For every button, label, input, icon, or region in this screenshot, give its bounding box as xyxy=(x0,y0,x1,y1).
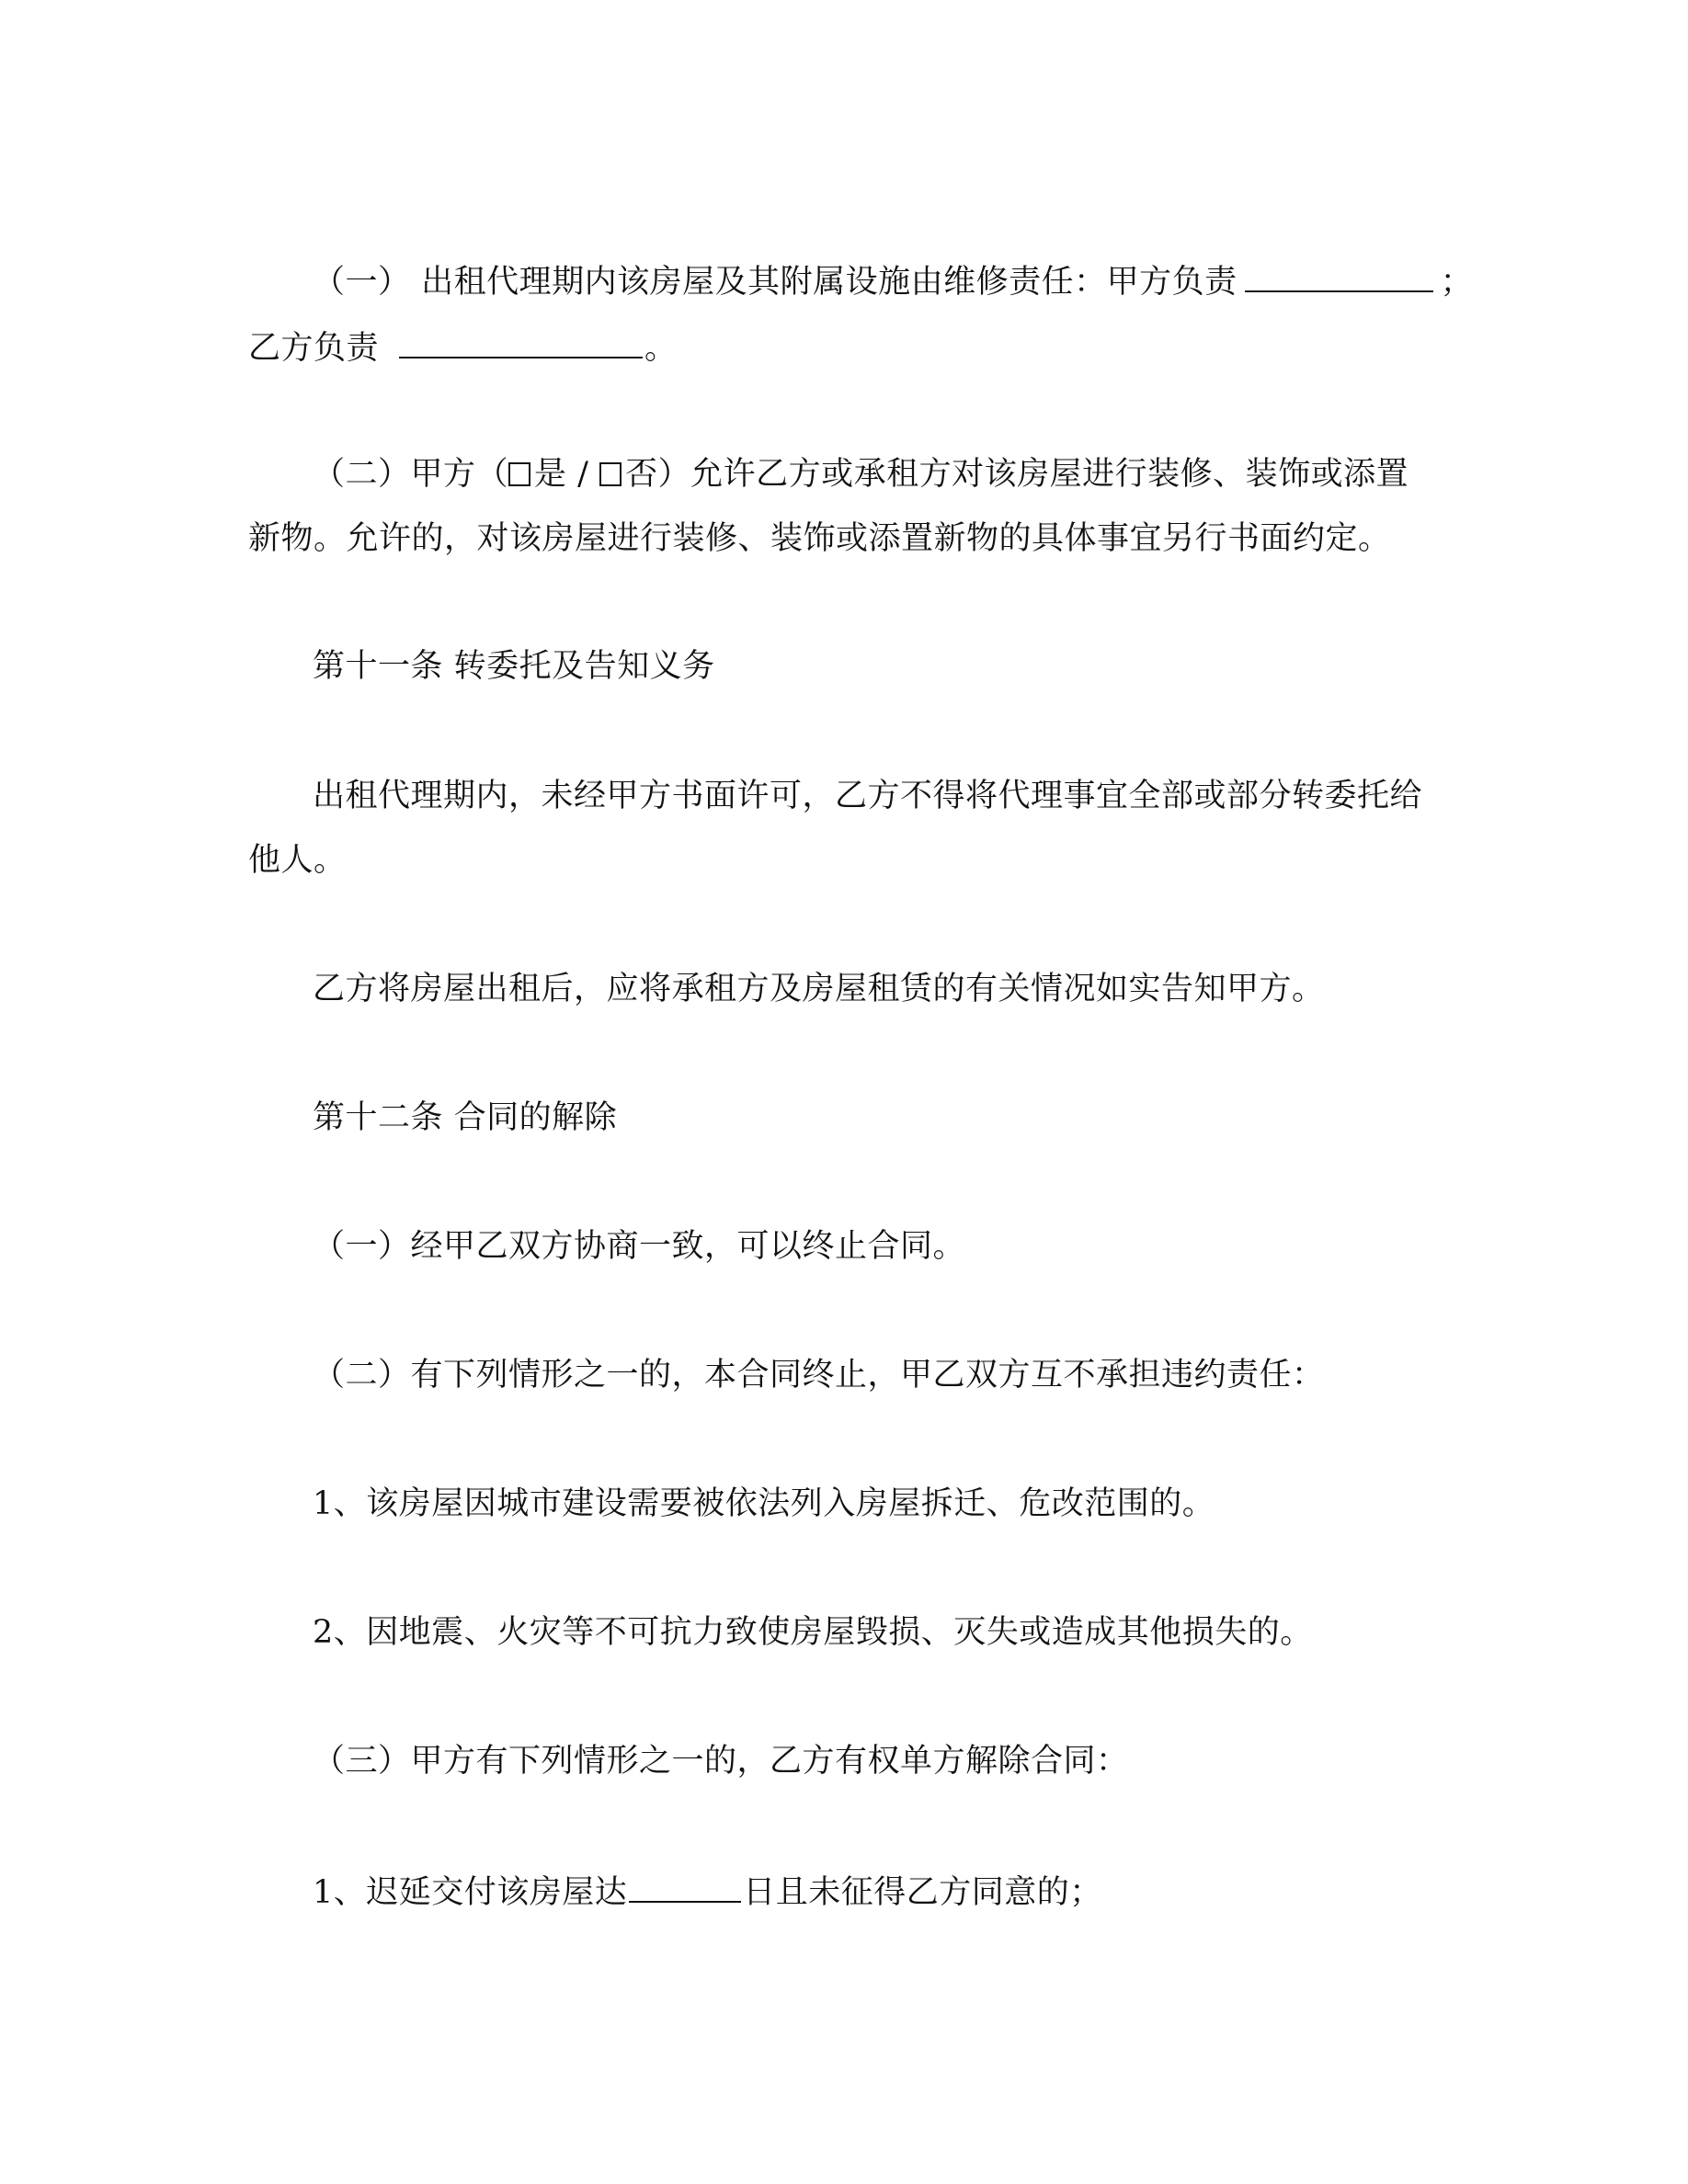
clause-12-3-item-1 xyxy=(313,1870,1102,1913)
clause-text: ； xyxy=(1440,264,1474,301)
clause-12-1 xyxy=(313,1226,965,1267)
checkbox-yes[interactable] xyxy=(508,462,530,486)
article-11-title xyxy=(313,646,715,687)
clause-10-1-line-1 xyxy=(313,259,1473,302)
clause-10-2-line-2 xyxy=(248,518,1391,559)
clause-text: （一） 出租代理期内该房屋及其附属设施由维修责任：甲方负责 xyxy=(313,264,1237,301)
clause-10-2-line-1 xyxy=(313,454,1409,495)
clause-text: （二）甲方（ xyxy=(313,456,509,493)
clause-text: （一）经甲乙双方协商一致，可以终止合同。 xyxy=(313,1228,966,1265)
clause-text: 新物。允许的，对该房屋进行装修、装饰或添置新物的具体事宜另行书面约定。 xyxy=(248,520,1391,557)
clause-text: 他人。 xyxy=(248,842,347,879)
clause-11-1-line-1 xyxy=(313,776,1422,816)
heading-text: 第十一条 转委托及告知义务 xyxy=(313,648,715,685)
clause-12-2-item-2 xyxy=(313,1612,1313,1653)
heading-text: 第十二条 合同的解除 xyxy=(313,1099,618,1136)
clause-text: （二）有下列情形之一的，本合同终止，甲乙双方互不承担违约责任： xyxy=(313,1357,1325,1393)
clause-11-2 xyxy=(313,969,1325,1009)
clause-text: 1、该房屋因城市建设需要被依法列入房屋拆迁、危改范围的。 xyxy=(313,1485,1215,1522)
clause-text: ）允许乙方或承租方对该房屋进行装修、装饰或添置 xyxy=(657,456,1409,493)
checkbox-no[interactable] xyxy=(599,462,622,486)
blank-field-party-a-responsibility[interactable] xyxy=(1245,259,1433,292)
clause-text: 乙方负责 xyxy=(248,330,380,367)
clause-text: 1、迟延交付该房屋达 xyxy=(313,1874,628,1911)
clause-text: 日且未征得乙方同意的； xyxy=(743,1874,1102,1911)
option-no-label: 否 xyxy=(625,456,658,493)
clause-12-2-item-1 xyxy=(313,1484,1215,1524)
clause-10-1-line-2 xyxy=(248,325,678,369)
clause-12-3 xyxy=(313,1741,1129,1781)
blank-field-delay-days[interactable] xyxy=(629,1870,741,1903)
clause-text: 2、因地震、火灾等不可抗力致使房屋毁损、灭失或造成其他损失的。 xyxy=(313,1614,1313,1651)
option-yes-label: 是 xyxy=(534,456,567,493)
clause-11-1-line-2 xyxy=(248,840,347,881)
blank-field-party-b-responsibility[interactable] xyxy=(399,325,643,358)
clause-text: （三）甲方有下列情形之一的，乙方有权单方解除合同： xyxy=(313,1743,1129,1780)
clause-text: 。 xyxy=(644,330,678,367)
clause-12-2 xyxy=(313,1355,1325,1395)
clause-text: 乙方将房屋出租后，应将承租方及房屋租赁的有关情况如实告知甲方。 xyxy=(313,971,1325,1007)
option-separator: / xyxy=(566,456,600,493)
article-12-title xyxy=(313,1098,617,1138)
clause-text: 出租代理期内，未经甲方书面许可，乙方不得将代理事宜全部或部分转委托给 xyxy=(313,778,1423,814)
